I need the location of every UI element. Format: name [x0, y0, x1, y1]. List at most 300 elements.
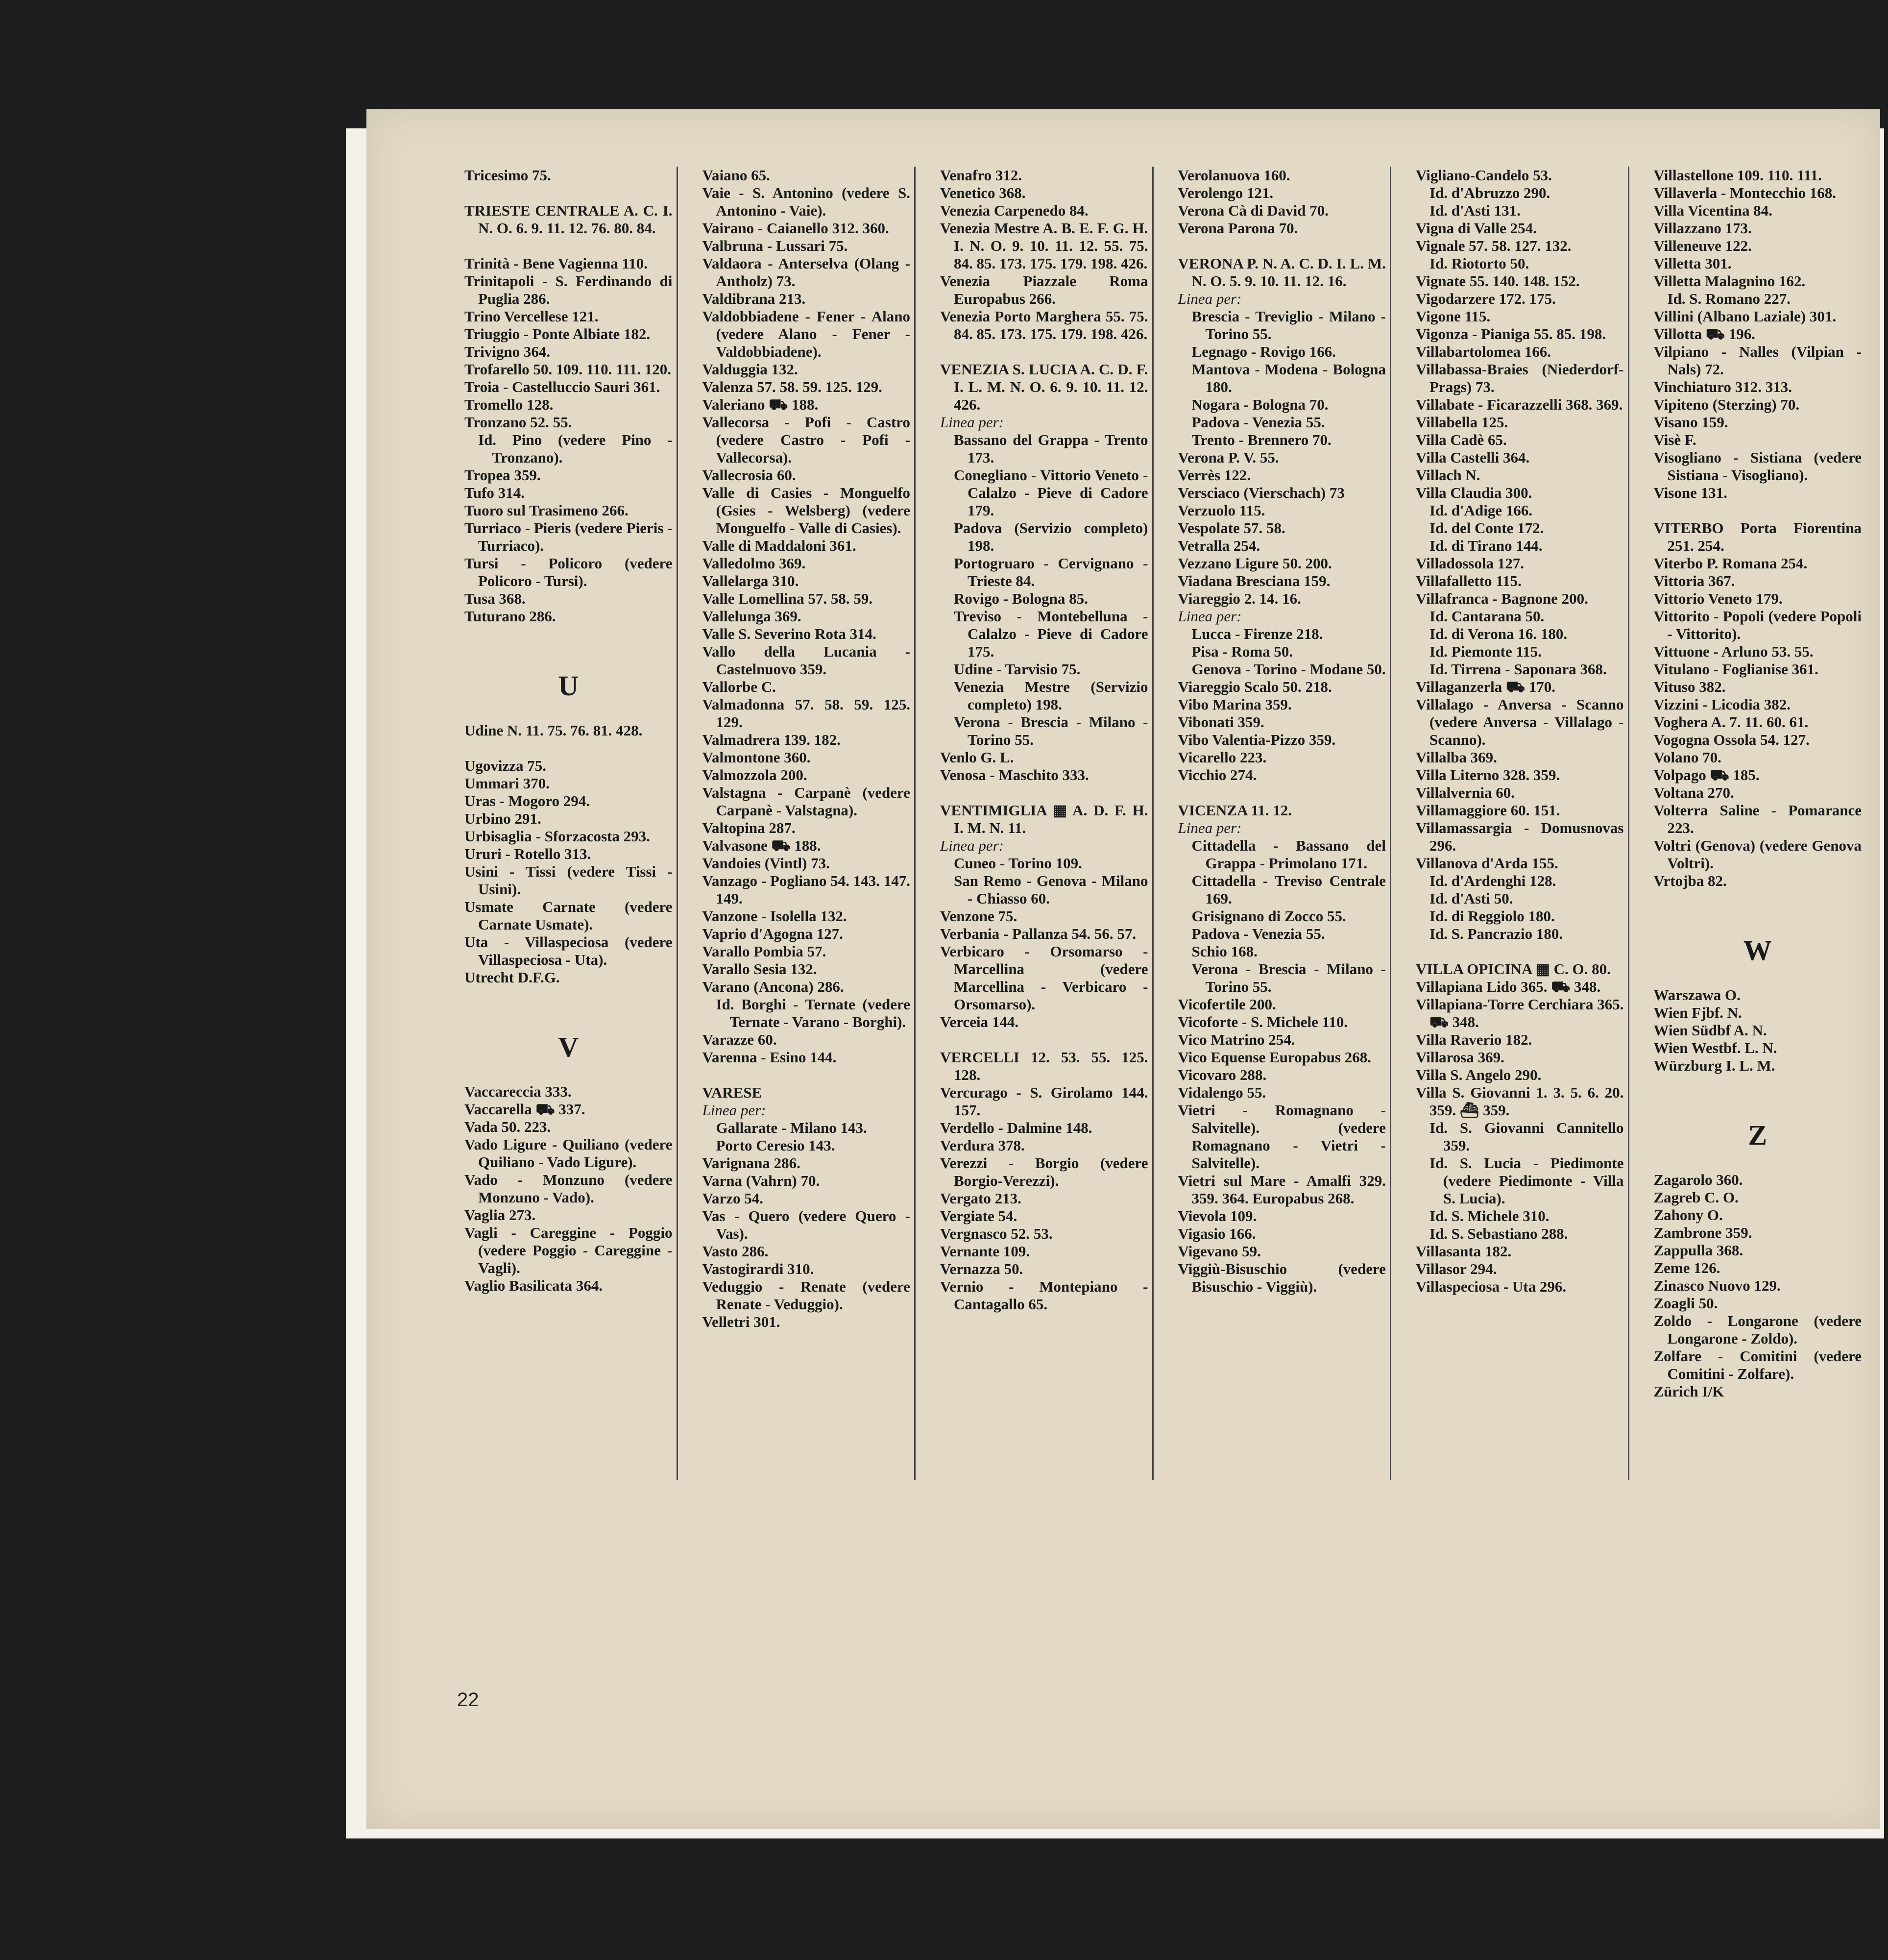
index-column-5 — [1390, 167, 1628, 1480]
index-entry: Varzo 54. — [702, 1190, 764, 1207]
index-column-2 — [677, 167, 915, 1480]
index-entry: Tropea 359. — [464, 466, 541, 484]
index-entry: Vallorbe C. — [702, 678, 776, 695]
index-entry: Vaie - S. Antonino (vedere S. Antonino - Vaie). — [702, 184, 910, 219]
index-entry: Brescia - Treviglio - Milano - Torino 55. — [1191, 308, 1386, 343]
index-entry: Vignate 55. 140. 148. 152. — [1416, 272, 1580, 290]
index-entry: Villeneuve 122. — [1653, 237, 1752, 254]
index-entry: Verolanuova 160. — [1178, 167, 1290, 184]
index-entry: Vignale 57. 58. 127. 132. — [1416, 237, 1572, 254]
index-column-4 — [1152, 167, 1390, 1480]
index-entry: Verona - Brescia - Milano - Torino 55. — [954, 713, 1148, 748]
page-number: 22 — [457, 1689, 479, 1711]
index-entry: Verona - Brescia - Milano - Torino 55. — [1191, 960, 1386, 995]
index-entry: Turriaco - Pieris (vedere Pieris - Turriaco). — [464, 519, 673, 554]
index-entry: Varallo Sesia 132. — [702, 960, 817, 978]
index-entry: Mantova - Modena - Bologna 180. — [1191, 361, 1386, 395]
index-entry: Varazze 60. — [702, 1031, 777, 1048]
index-entry: Vanzone - Isolella 132. — [702, 907, 847, 925]
index-entry: Vidalengo 55. — [1178, 1084, 1266, 1101]
index-entry: Urbino 291. — [464, 810, 541, 827]
index-entry: Linea per: — [940, 414, 1004, 431]
index-entry: Vietri - Romagnano - Salvitelle). (vedere Romagnano - Vietri - Salvitelle). — [1178, 1102, 1386, 1172]
index-entry: Zagreb C. O. — [1653, 1189, 1739, 1206]
index-entry: Id. S. Giovanni Cannitello 359. — [1429, 1119, 1624, 1154]
index-entry: Vernazza 50. — [940, 1260, 1023, 1277]
index-entry: Voltana 270. — [1653, 784, 1734, 801]
index-entry: Conegliano - Vittorio Veneto - Calalzo - Pieve di Cadore 179. — [954, 466, 1148, 519]
index-entry: Valmontone 360. — [702, 749, 811, 766]
index-entry: Trino Vercellese 121. — [464, 308, 599, 325]
index-entry: Valdobbiadene - Fener - Alano (vedere Alano - Fener - Valdobbiadene). — [702, 308, 910, 360]
index-entry: Nogara - Bologna 70. — [1191, 396, 1329, 413]
index-entry: Villalago - Anversa - Scanno (vedere Anversa - Villalago - Scanno). — [1416, 696, 1624, 748]
index-entry: Zinasco Nuovo 129. — [1653, 1277, 1781, 1294]
index-entry: Villarosa 369. — [1416, 1049, 1504, 1066]
section-letter: Z — [1748, 1119, 1767, 1151]
index-entry: VENTIMIGLIA ▦ A. D. F. H. I. M. N. 11. — [940, 802, 1148, 836]
index-entry: Zahony O. — [1653, 1206, 1723, 1224]
index-entry: Vaglio Basilicata 364. — [464, 1277, 603, 1294]
index-entry: Vada 50. 223. — [464, 1118, 551, 1135]
index-entry: Valenza 57. 58. 59. 125. 129. — [702, 378, 882, 395]
index-entry: Verdello - Dalmine 148. — [940, 1119, 1092, 1136]
index-entry: Vigone 115. — [1416, 308, 1491, 325]
index-columns — [460, 167, 1865, 1480]
index-entry: Voghera A. 7. 11. 60. 61. — [1653, 713, 1809, 731]
index-entry: Villaganzerla ⛟ 170. — [1416, 678, 1555, 695]
index-entry: Villapiana-Torre Cerchiara 365. ⛟ 348. — [1416, 996, 1624, 1030]
index-entry: Vigodarzere 172. 175. — [1416, 290, 1556, 307]
index-entry: Linea per: — [1178, 608, 1242, 625]
index-entry: Urbisaglia - Sforzacosta 293. — [464, 828, 650, 845]
index-entry: Padova - Venezia 55. — [1191, 925, 1325, 942]
index-entry: Linea per: — [1178, 290, 1242, 307]
index-entry: Vigevano 59. — [1178, 1243, 1261, 1260]
index-entry: Valledolmo 369. — [702, 555, 806, 572]
index-entry: Pisa - Roma 50. — [1191, 643, 1293, 660]
index-entry: Viareggio 2. 14. 16. — [1178, 590, 1301, 607]
index-entry: Vado Ligure - Quiliano (vedere Quiliano - Vado Ligure). — [464, 1136, 673, 1171]
spacer — [464, 184, 673, 202]
index-entry: Villastellone 109. 110. 111. — [1653, 167, 1822, 184]
index-entry: Tuturano 286. — [464, 608, 556, 625]
index-entry: Vallecorsa - Pofi - Castro (vedere Castro - Pofi - Vallecorsa). — [702, 414, 910, 466]
index-entry: Vaccarella ⛟ 337. — [464, 1101, 585, 1118]
index-entry: Legnago - Rovigo 166. — [1191, 343, 1336, 360]
index-entry: Visogliano - Sistiana (vedere Sistiana - Visogliano). — [1653, 449, 1862, 484]
index-entry: Troia - Castelluccio Sauri 361. — [464, 378, 660, 395]
index-entry: Id. d'Abruzzo 290. — [1429, 184, 1550, 201]
spacer — [702, 1066, 911, 1084]
index-entry: Vallelarga 310. — [702, 572, 799, 589]
index-entry: Vicoforte - S. Michele 110. — [1178, 1013, 1348, 1030]
index-entry: Wien Südbf A. N. — [1653, 1022, 1767, 1039]
index-entry: Villa Castelli 364. — [1416, 449, 1530, 466]
index-entry: Vinchiaturo 312. 313. — [1653, 378, 1792, 395]
index-entry: Varenna - Esino 144. — [702, 1049, 837, 1066]
index-entry: Vigna di Valle 254. — [1416, 220, 1537, 237]
index-entry: Villaspeciosa - Uta 296. — [1416, 1278, 1567, 1295]
index-entry: Vizzini - Licodia 382. — [1653, 696, 1791, 713]
index-entry: Treviso - Montebelluna - Calalzo - Pieve di Cadore 175. — [954, 608, 1148, 660]
index-entry: Villabate - Ficarazzelli 368. 369. — [1416, 396, 1623, 413]
index-entry: Würzburg I. L. M. — [1653, 1057, 1775, 1074]
index-entry: Vanzago - Pogliano 54. 143. 147. 149. — [702, 872, 910, 907]
index-entry: Venezia Carpenedo 84. — [940, 202, 1089, 219]
index-entry: Villafalletto 115. — [1416, 572, 1522, 589]
index-entry: Triuggio - Ponte Albiate 182. — [464, 325, 651, 343]
index-entry: Villa S. Angelo 290. — [1416, 1066, 1542, 1083]
index-entry: Versciaco (Vierschach) 73 — [1178, 484, 1345, 501]
index-entry: Varallo Pombia 57. — [702, 943, 826, 960]
index-entry: Trivigno 364. — [464, 343, 551, 360]
index-entry: Tricesimo 75. — [464, 167, 551, 184]
index-entry: Trinitapoli - S. Ferdinando di Puglia 286. — [464, 272, 673, 307]
index-entry: Cittadella - Treviso Centrale 169. — [1191, 872, 1386, 907]
index-column-3 — [914, 167, 1152, 1480]
index-entry: Viterbo P. Romana 254. — [1653, 555, 1808, 572]
index-entry: Varna (Vahrn) 70. — [702, 1172, 820, 1189]
index-entry: Visone 131. — [1653, 484, 1727, 501]
index-entry: Bassano del Grappa - Trento 173. — [954, 431, 1148, 466]
index-entry: Villadossola 127. — [1416, 555, 1525, 572]
index-entry: Villamaggiore 60. 151. — [1416, 802, 1560, 819]
index-entry: Villa S. Giovanni 1. 3. 5. 6. 20. 359. ⛴ 359. — [1416, 1084, 1624, 1119]
index-entry: Valduggia 132. — [702, 361, 798, 378]
index-entry: Vievola 109. — [1178, 1207, 1257, 1225]
index-entry: Villazzano 173. — [1653, 220, 1752, 237]
index-entry: Villa Raverio 182. — [1416, 1031, 1532, 1048]
index-entry: Villabella 125. — [1416, 414, 1508, 431]
index-entry: Viareggio Scalo 50. 218. — [1178, 678, 1332, 695]
index-entry: Villanova d'Arda 155. — [1416, 855, 1558, 872]
index-entry: Villetta Malagnino 162. — [1653, 272, 1806, 290]
index-entry: VILLA OPICINA ▦ C. O. 80. — [1416, 960, 1611, 978]
index-entry: Vairano - Caianello 312. 360. — [702, 220, 889, 237]
index-entry: Villa Vicentina 84. — [1653, 202, 1773, 219]
index-entry: Vico Matrino 254. — [1178, 1031, 1295, 1048]
index-entry: Villalvernia 60. — [1416, 784, 1515, 801]
index-entry: Ummari 370. — [464, 775, 550, 792]
index-entry: Valmadrera 139. 182. — [702, 731, 841, 748]
index-entry: Zürich I/K — [1653, 1383, 1724, 1400]
spacer — [1178, 237, 1386, 255]
index-entry: Vandoies (Vintl) 73. — [702, 855, 830, 872]
index-entry: Id. Borghi - Ternate (vedere Ternate - Varano - Borghi). — [716, 996, 910, 1030]
index-entry: Villini (Albano Laziale) 301. — [1653, 308, 1837, 325]
index-entry: Tuoro sul Trasimeno 266. — [464, 502, 629, 519]
index-entry: Vergato 213. — [940, 1190, 1021, 1207]
section-letter: V — [558, 1031, 579, 1063]
index-entry: Vicofertile 200. — [1178, 996, 1276, 1013]
index-entry: Vittorito - Popoli (vedere Popoli - Vittorito). — [1653, 608, 1862, 642]
index-entry: Valle Lomellina 57. 58. 59. — [702, 590, 873, 607]
index-entry: Vicchio 274. — [1178, 766, 1257, 784]
index-entry: Vaprio d'Agogna 127. — [702, 925, 843, 942]
index-entry: Id. di Verona 16. 180. — [1429, 625, 1568, 642]
index-entry: Vergnasco 52. 53. — [940, 1225, 1053, 1242]
index-entry: Zambrone 359. — [1653, 1224, 1752, 1241]
index-entry: Vado - Monzuno (vedere Monzuno - Vado). — [464, 1171, 673, 1206]
index-entry: VITERBO Porta Fiorentina 251. 254. — [1653, 519, 1862, 554]
index-entry: Vagli - Careggine - Poggio (vedere Poggio - Careggine - Vagli). — [464, 1224, 673, 1276]
index-entry: Udine - Tarvisio 75. — [954, 661, 1081, 678]
index-entry: Vigonza - Pianiga 55. 85. 198. — [1416, 325, 1606, 343]
index-entry: VERONA P. N. A. C. D. I. L. M. N. O. 5. 9. 10. 11. 12. 16. — [1178, 255, 1386, 290]
index-entry: Trofarello 50. 109. 110. 111. 120. — [464, 361, 671, 378]
index-entry: Verrès 122. — [1178, 466, 1251, 484]
index-entry: Vicovaro 288. — [1178, 1066, 1267, 1083]
index-entry: Villotta ⛟ 196. — [1653, 325, 1755, 343]
index-entry: Villach N. — [1416, 466, 1480, 484]
index-entry: Valeriano ⛟ 188. — [702, 396, 819, 413]
index-entry: Villafranca - Bagnone 200. — [1416, 590, 1588, 607]
index-entry: Voltri (Genova) (vedere Genova Voltri). — [1653, 837, 1862, 872]
index-entry: Vittuone - Arluno 53. 55. — [1653, 643, 1814, 660]
index-column-1 — [460, 167, 677, 1480]
index-entry: Uta - Villaspeciosa (vedere Villaspeciosa - Uta). — [464, 933, 673, 968]
index-entry: Id. d'Asti 50. — [1429, 890, 1513, 907]
index-entry: Venezia Mestre (Servizio completo) 198. — [954, 678, 1148, 713]
index-entry: Id. del Conte 172. — [1429, 519, 1544, 537]
index-entry: Udine N. 11. 75. 76. 81. 428. — [464, 722, 643, 739]
spacer — [464, 739, 673, 757]
index-entry: Vigasio 166. — [1178, 1225, 1256, 1242]
index-entry: Verdura 378. — [940, 1137, 1025, 1154]
index-entry: Id. d'Asti 131. — [1429, 202, 1521, 219]
index-entry: Wien Fjbf. N. — [1653, 1004, 1742, 1021]
index-entry: Id. di Tirano 144. — [1429, 537, 1543, 554]
index-entry: Schio 168. — [1191, 943, 1258, 960]
index-entry: Vitulano - Foglianise 361. — [1653, 661, 1818, 678]
index-entry: Vipiteno (Sterzing) 70. — [1653, 396, 1800, 413]
spacer — [464, 237, 673, 255]
index-entry: Zagarolo 360. — [1653, 1171, 1743, 1188]
spacer — [464, 986, 673, 1026]
index-entry: Vittorio Veneto 179. — [1653, 590, 1783, 607]
index-entry: Villapiana Lido 365. ⛟ 348. — [1416, 978, 1601, 995]
index-entry: Cittadella - Bassano del Grappa - Primolano 171. — [1191, 837, 1386, 872]
index-entry: Padova (Servizio completo) 198. — [954, 519, 1148, 554]
index-entry: Venlo G. L. — [940, 749, 1014, 766]
index-entry: Id. Riotorto 50. — [1429, 255, 1529, 272]
index-entry: Volterra Saline - Pomarance 223. — [1653, 802, 1862, 836]
index-entry: Villetta 301. — [1653, 255, 1732, 272]
index-entry: Verezzi - Borgio (vedere Borgio-Verezzi). — [940, 1154, 1148, 1189]
index-entry: Vernante 109. — [940, 1243, 1030, 1260]
index-entry: Valbruna - Lussari 75. — [702, 237, 848, 254]
index-entry: Trinità - Bene Vagienna 110. — [464, 255, 648, 272]
index-entry: VENEZIA S. LUCIA A. C. D. F. I. L. M. N. O. 6. 9. 10. 11. 12. 426. — [940, 361, 1148, 413]
index-entry: Vicarello 223. — [1178, 749, 1267, 766]
index-entry: Linea per: — [702, 1102, 766, 1119]
index-entry: Rovigo - Bologna 85. — [954, 590, 1088, 607]
document-page — [366, 109, 1880, 1829]
index-entry: Warszawa O. — [1653, 986, 1741, 1004]
index-entry: Villa Literno 328. 359. — [1416, 766, 1560, 784]
index-entry: TRIESTE CENTRALE A. C. I. N. O. 6. 9. 11. 12. 76. 80. 84. — [464, 202, 673, 237]
index-entry: Trento - Brennero 70. — [1191, 431, 1331, 448]
index-entry: Usini - Tissi (vedere Tissi - Usini). — [464, 863, 673, 898]
index-entry: Valle S. Severino Rota 314. — [702, 625, 876, 642]
index-entry: Id. d'Adige 166. — [1429, 502, 1533, 519]
index-entry: Portogruaro - Cervignano - Trieste 84. — [954, 555, 1148, 589]
index-entry: Id. S. Michele 310. — [1429, 1207, 1549, 1225]
index-entry: Valvasone ⛟ 188. — [702, 837, 821, 854]
index-entry: Villaverla - Montecchio 168. — [1653, 184, 1836, 201]
section-letter: W — [1743, 934, 1772, 966]
index-entry: Vietri sul Mare - Amalfi 329. 359. 364. Europabus 268. — [1178, 1172, 1386, 1207]
index-entry: Valmadonna 57. 58. 59. 125. 129. — [702, 696, 910, 731]
index-entry: Usmate Carnate (vedere Carnate Usmate). — [464, 898, 673, 933]
index-entry: Vallo della Lucania - Castelnuovo 359. — [702, 643, 910, 678]
index-entry: Id. Tirrena - Saponara 368. — [1429, 661, 1607, 678]
index-entry: Velletri 301. — [702, 1313, 780, 1330]
index-entry: Vibo Valentia-Pizzo 359. — [1178, 731, 1336, 748]
index-column-6 — [1628, 167, 1866, 1480]
index-entry: Valmozzola 200. — [702, 766, 807, 784]
index-entry: Valstagna - Carpanè (vedere Carpanè - Valstagna). — [702, 784, 910, 819]
index-entry: VICENZA 11. 12. — [1178, 802, 1292, 819]
index-entry: Zoldo - Longarone (vedere Longarone - Zoldo). — [1653, 1312, 1862, 1347]
index-entry: Vittoria 367. — [1653, 572, 1735, 589]
index-entry: Vallecrosia 60. — [702, 466, 796, 484]
index-entry: Villasor 294. — [1416, 1260, 1497, 1277]
index-entry: Id. Pino (vedere Pino - Tronzano). — [478, 431, 673, 466]
index-entry: Vas - Quero (vedere Quero - Vas). — [702, 1207, 910, 1242]
index-entry: Vastogirardi 310. — [702, 1260, 814, 1277]
index-entry: Verceia 144. — [940, 1013, 1019, 1030]
spacer — [1654, 1075, 1862, 1114]
section-letter: U — [558, 670, 579, 702]
index-entry: Vico Equense Europabus 268. — [1178, 1049, 1371, 1066]
index-entry: Vernio - Montepiano - Cantagallo 65. — [940, 1278, 1148, 1313]
spacer — [1654, 890, 1862, 929]
index-entry: Villamassargia - Domusnovas 296. — [1416, 819, 1624, 854]
index-entry: Id. S. Sebastiano 288. — [1429, 1225, 1568, 1242]
index-entry: Varano (Ancona) 286. — [702, 978, 844, 995]
spacer — [464, 625, 673, 664]
index-entry: Verbicaro - Orsomarso - Marcellina (vedere Marcellina - Verbicaro - Orsomarso). — [940, 943, 1148, 1013]
index-entry: Tronzano 52. 55. — [464, 414, 572, 431]
index-entry: Id. Cantarana 50. — [1429, 608, 1545, 625]
index-entry: Id. S. Lucia - Piedimonte (vedere Piedimonte - Villa S. Lucia). — [1429, 1154, 1624, 1207]
index-entry: Utrecht D.F.G. — [464, 969, 560, 986]
index-entry: Villabassa-Braies (Niederdorf-Prags) 73. — [1416, 361, 1624, 395]
index-entry: Villasanta 182. — [1416, 1243, 1512, 1260]
index-entry: Vaiano 65. — [702, 167, 770, 184]
index-entry: Venetico 368. — [940, 184, 1026, 201]
index-entry: Volano 70. — [1653, 749, 1721, 766]
index-entry: Visè F. — [1653, 431, 1696, 448]
index-entry: Vibo Marina 359. — [1178, 696, 1292, 713]
index-entry: Verbania - Pallanza 54. 56. 57. — [940, 925, 1137, 942]
index-entry: Id. d'Ardenghi 128. — [1429, 872, 1556, 889]
index-entry: Verona P. V. 55. — [1178, 449, 1279, 466]
index-entry: Villa Claudia 300. — [1416, 484, 1532, 501]
index-entry: Vergiate 54. — [940, 1207, 1017, 1225]
index-entry: Valle di Maddaloni 361. — [702, 537, 856, 554]
index-entry: San Remo - Genova - Milano - Chiasso 60. — [954, 872, 1148, 907]
index-entry: Genova - Torino - Modane 50. — [1191, 661, 1386, 678]
index-entry: Wien Westbf. L. N. — [1653, 1039, 1777, 1056]
index-entry: Ururi - Rotello 313. — [464, 845, 591, 862]
index-entry: Vezzano Ligure 50. 200. — [1178, 555, 1332, 572]
spacer — [940, 1031, 1148, 1049]
index-entry: Padova - Venezia 55. — [1191, 414, 1325, 431]
index-entry: Varignana 286. — [702, 1154, 800, 1172]
index-entry: Vallelunga 369. — [702, 608, 801, 625]
index-entry: Valle di Casies - Monguelfo (Gsies - Welsberg) (vedere Monguelfo - Valle di Casies). — [702, 484, 910, 537]
index-entry: VERCELLI 12. 53. 55. 125. 128. — [940, 1049, 1148, 1083]
index-entry: Valdibrana 213. — [702, 290, 806, 307]
index-entry: Porto Ceresio 143. — [716, 1137, 835, 1154]
index-entry: Vaccareccia 333. — [464, 1083, 572, 1100]
index-entry: Linea per: — [940, 837, 1004, 854]
index-entry: Gallarate - Milano 143. — [716, 1119, 867, 1136]
spacer — [940, 343, 1148, 361]
index-entry: Visano 159. — [1653, 414, 1728, 431]
index-entry: Lucca - Firenze 218. — [1191, 625, 1323, 642]
index-entry: Tursi - Policoro (vedere Policoro - Tursi). — [464, 555, 673, 589]
index-entry: Vibonati 359. — [1178, 713, 1264, 731]
index-entry: Villa Cadè 65. — [1416, 431, 1507, 448]
index-entry: Tromello 128. — [464, 396, 554, 413]
index-entry: VARESE — [702, 1084, 762, 1101]
index-entry: Vasto 286. — [702, 1243, 769, 1260]
index-entry: Cuneo - Torino 109. — [954, 855, 1082, 872]
index-entry: Vespolate 57. 58. — [1178, 519, 1285, 537]
index-entry: Villabartolomea 166. — [1416, 343, 1551, 360]
index-entry: Viadana Bresciana 159. — [1178, 572, 1331, 589]
index-entry: Valtopina 287. — [702, 819, 796, 836]
index-entry: Grisignano di Zocco 55. — [1191, 907, 1346, 925]
index-entry: Vigliano-Candelo 53. — [1416, 167, 1552, 184]
index-entry: Vogogna Ossola 54. 127. — [1653, 731, 1810, 748]
index-entry: Id. Piemonte 115. — [1429, 643, 1542, 660]
spacer — [1416, 943, 1624, 960]
spacer — [1654, 502, 1862, 519]
index-entry: Veduggio - Renate (vedere Renate - Veduggio). — [702, 1278, 910, 1313]
index-entry: Verona Parona 70. — [1178, 220, 1298, 237]
index-entry: Vetralla 254. — [1178, 537, 1260, 554]
index-entry: Zeme 126. — [1653, 1259, 1720, 1276]
index-entry: Villalba 369. — [1416, 749, 1497, 766]
index-entry: Zappulla 368. — [1653, 1242, 1743, 1259]
index-entry: Volpago ⛟ 185. — [1653, 766, 1760, 784]
index-entry: Id. di Reggiolo 180. — [1429, 907, 1555, 925]
index-entry: Venafro 312. — [940, 167, 1022, 184]
index-entry: Vercurago - S. Girolamo 144. 157. — [940, 1084, 1148, 1119]
index-entry: Linea per: — [1178, 819, 1242, 836]
index-entry: Vrtojba 82. — [1653, 872, 1727, 889]
index-entry: Ugovizza 75. — [464, 757, 547, 774]
index-entry: Venzone 75. — [940, 907, 1017, 925]
index-entry: Zolfare - Comitini (vedere Comitini - Zolfare). — [1653, 1348, 1862, 1382]
index-entry: Verolengo 121. — [1178, 184, 1274, 201]
spacer — [940, 784, 1148, 802]
index-entry: Venezia Mestre A. B. E. F. G. H. I. N. O. 9. 10. 11. 12. 55. 75. 84. 85. 173. 175. 179. 198. 426. — [940, 220, 1148, 272]
index-entry: Id. S. Romano 227. — [1667, 290, 1791, 307]
index-entry: Tufo 314. — [464, 484, 525, 501]
index-entry: Vituso 382. — [1653, 678, 1726, 695]
index-entry: Venosa - Maschito 333. — [940, 766, 1089, 784]
index-entry: Venezia Piazzale Roma Europabus 266. — [940, 272, 1148, 307]
index-entry: Tusa 368. — [464, 590, 526, 607]
spacer — [1178, 784, 1386, 802]
index-entry: Zoagli 50. — [1653, 1295, 1718, 1312]
